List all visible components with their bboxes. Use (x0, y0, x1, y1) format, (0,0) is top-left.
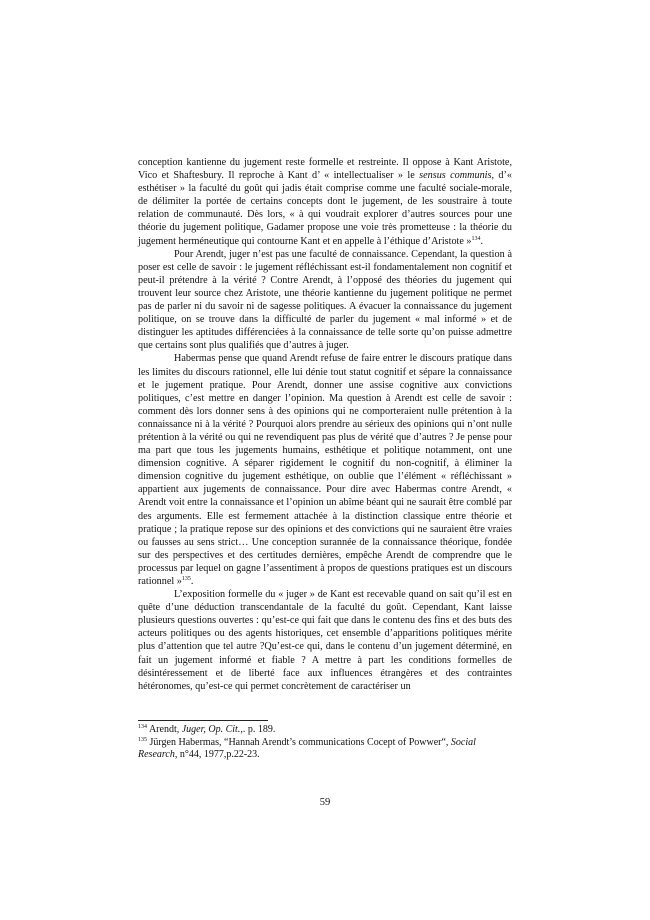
paragraph-1 (138, 156, 512, 248)
footnote-text: , n°44, 1977,p.22-23. (174, 749, 260, 761)
footnote-text: Arendt (147, 724, 177, 735)
paragraph-4: L’exposition formelle du « juger » de Kant est recevable quand on sait qu’il est en quête d’une déduction transcendantale de la faculté du goût. Cependant, Kant laisse plusieurs questions ouvertes : qu’est-ce qui fait que dans le contenu des fins et des buts des acteurs politiques ou des agents historiques, cet ensemble d’apparitions politiques mérite plus d’attention que tel autre ?Qu’est-ce qui, dans le contenu d’un jugement déterminé, en fait un jugement informé et fiable ? A mettre à part les conditions formelles de désintéressement et de liberté face aux influences étrangères et des contraintes hétéronomes, qu’est-ce qui permet concrètement de caractériser un (138, 589, 512, 692)
paragraph-3-text-b: . (190, 576, 194, 587)
footnotes (138, 724, 512, 762)
footnote-text: Jürgen Habermas, “Hannah Arendt’s communications Cocept of Powwer“, (147, 736, 451, 748)
paragraph-1-text-c: . (480, 235, 484, 247)
footnote-text: . p. 189. (242, 724, 276, 735)
footnote-separator (138, 720, 268, 721)
footnote-134 (138, 724, 512, 737)
footnote-135 (138, 737, 512, 762)
footnote-title: , Juger, Op. Cit., (176, 724, 243, 735)
body-text (138, 156, 512, 693)
footnote-title: Social Research (138, 736, 476, 761)
paragraph-1-text-a: conception kantienne du jugement reste formelle et restreinte. Il oppose à Kant Aristote, Vico et Shaftesbury. Il reproche à Kant d’ « intellectualiser » le (138, 157, 512, 182)
footnote-ref-135[interactable]: 135 (181, 576, 191, 582)
paragraph-2: Pour Arendt, juger n’est pas une faculté de connaissance. Cependant, la question à poser est celle de savoir : le jugement réfléchissant est-il fondamentalement non cognitif et peut-il prétendre à la vérité ? Contre Arendt, à l’opposé des théories du jugement qui trouvent leur source chez Aristote, une théorie kantienne du jugement politique ne permet pas de parler ni du savoir ni de sagesse politiques. A évacuer la connaissance du jugement politique, on se trouve dans la difficulté de parler du jugement « mal informé » et de distinguer les aptitudes différenciées à la connaissance de telle sorte qu’on puisse admettre que certains sont plus qualifiés que d’autres à juger. (138, 248, 512, 352)
paragraph-1-text-b: , d’« esthétiser » la faculté du goût qui jadis était comprise comme une faculté sociale-morale, de délimiter la portée de certains concepts dont le jugement, de les soustraire à toute relation de communauté. Dès lors, « à qui voudrait explorer d’autres sources pour une théorie du jugement politique, Gadamer propose une voie très prometteuse : la théorie du jugement herméneutique qui contourne Kant et en appelle à l’éthique d’Aristote » (138, 170, 512, 247)
footnote-number: 134 (138, 724, 147, 730)
footnote-number: 135 (138, 736, 147, 743)
paragraph-3-text-a: Habermas pense que quand Arendt refuse de faire entrer le discours pratique dans les limites du discours rationnel, elle lui dénie tout statut cognitif et sépare la connaissance et le jugement pratique. Pour Arendt, donner une assise cognitive aux convictions politiques, c’est mettre en danger l’opinion. Ma question à Arendt est celle de savoir : comment dès lors donner sens à des opinions qui ne comporteraient nulle prétention à la connaissance ni à la vérité ? Pourquoi alors prendre au sérieux des opinions qui n’ont nulle prétention à la vérité ou qui ne revendiquent pas plus de vérité que d’autres ? Je pense pour ma part que tous les jugements humains, esthétique et politique notamment, ont une dimension cognitive. A séparer rigidement le cognitif du non-cognitif, à éliminer la dimension cognitive du jugement esthétique, on oublie que l’élément « réfléchissant » appartient aux jugements de connaissance. Pour dire avec Habermas contre Arendt, « Arendt voit entre la connaissance et l’opinion un abîme béant qui ne saurait être comblé par des arguments. Elle est fermement attachée à la distinction classique entre théorie et pratique ; la pratique repose sur des opinions et des convictions qui ne sauraient être vraies ou fausses au sens strict… Une conception surannée de la connaissance théorique, fondée sur des perspectives et des certitudes dernières, empêche Arendt de comprendre que le processus par lequel on gagne l’assentiment à propos de questions pratiques est un discours rationnel » (138, 353, 512, 587)
paragraph-1-emphasis: sensus communis (419, 170, 492, 182)
paragraph-3 (138, 352, 512, 588)
footnote-ref-134[interactable]: 134 (471, 235, 481, 242)
page-number: 59 (319, 797, 331, 808)
